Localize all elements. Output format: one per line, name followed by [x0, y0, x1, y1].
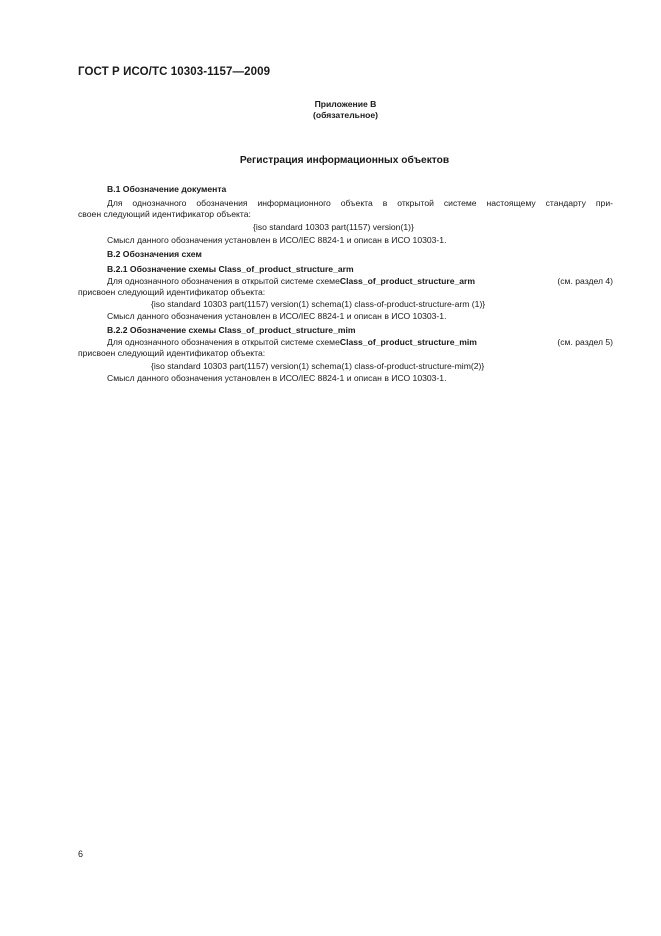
object-identifier: {iso standard 10303 part(1157) version(1) schema(1) class-of-product-structure-mim(2)}	[151, 361, 485, 371]
paragraph-line: Смысл данного обозначения установлен в ИСО/IEC 8824-1 и описан в ИСО 10303-1.	[107, 373, 447, 383]
paragraph-line: своен следующий идентификатор объекта:	[78, 209, 251, 219]
paragraph-text: (см. раздел 4)	[555, 276, 613, 286]
paragraph-line: Смысл данного обозначения установлен в ИСО/IEC 8824-1 и описан в ИСО 10303-1.	[107, 235, 447, 245]
page-number: 6	[78, 849, 84, 859]
paragraph-line: Смысл данного обозначения установлен в ИСО/IEC 8824-1 и описан в ИСО 10303-1.	[107, 311, 447, 321]
schema-name: Class_of_product_structure_arm	[339, 276, 476, 286]
paragraph-line: Для однозначного обозначения информационного объекта в открытой системе настоящему стандарту при-	[107, 198, 613, 208]
section-title: Регистрация информационных объектов	[239, 155, 450, 166]
annex-title: Приложение В	[314, 99, 377, 109]
paragraph-line	[107, 276, 613, 287]
subsection-heading-b22: В.2.2 Обозначение схемы Class_of_product_structure_mim	[107, 325, 356, 335]
paragraph-text: Для однозначного обозначения в открытой системе схеме	[107, 276, 340, 286]
paragraph-text: (см. раздел 5)	[555, 337, 613, 347]
annex-status: (обязательное)	[312, 110, 379, 120]
paragraph-line: присвоен следующий идентификатор объекта:	[78, 287, 266, 297]
subsection-heading-b2: В.2 Обозначения схем	[107, 249, 202, 259]
paragraph-line: присвоен следующий идентификатор объекта:	[78, 348, 266, 358]
subsection-heading-b1: В.1 Обозначение документа	[107, 184, 227, 194]
object-identifier: {iso standard 10303 part(1157) version(1)}	[253, 222, 414, 232]
subsection-heading-b21: В.2.1 Обозначение схемы Class_of_product_structure_arm	[107, 264, 354, 274]
document-header-id: ГОСТ Р ИСО/ТС 10303-1157—2009	[78, 66, 271, 78]
schema-name: Class_of_product_structure_mim	[339, 337, 477, 347]
object-identifier: {iso standard 10303 part(1157) version(1) schema(1) class-of-product-structure-arm (1)}	[151, 299, 486, 309]
paragraph-text: Для однозначного обозначения в открытой системе схеме	[107, 337, 340, 347]
paragraph-line	[107, 337, 613, 348]
